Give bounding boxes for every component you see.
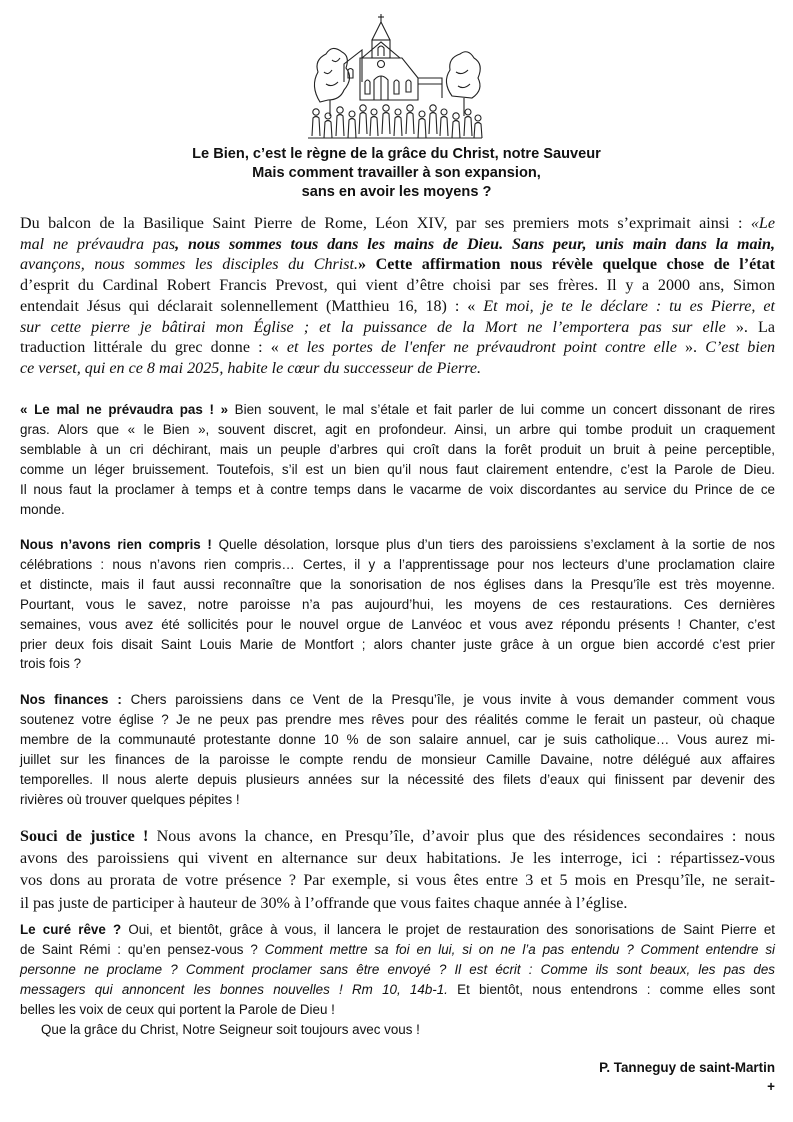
text-line — [20, 255, 775, 276]
quote-text: Et moi, je te le déclare : tu es Pierre, et — [483, 297, 775, 315]
text-line: trois fois ? — [20, 656, 82, 672]
text-run: ». La — [725, 318, 776, 336]
text-line: temporelles. Il nous alerte depuis plusieurs années sur la nécessité des filets d’eaux qui finissent par devenir des — [20, 771, 775, 787]
heading-line-2: Mais comment travailler à son expansion, — [252, 165, 541, 181]
text-line — [20, 980, 775, 1000]
text-run: Du balcon de la Basilique Saint Pierre de Rome, Léon XIV, par ses premiers mots s’exprimait ainsi : — [20, 215, 751, 232]
text-line — [20, 400, 775, 420]
text-run: traduction littérale du grec donne : « — [20, 339, 287, 357]
text-line: Il nous faut la proclamer à temps et à contre temps dans le vacarme de voix discordantes au service du Prince de ce — [20, 481, 775, 497]
church-illustration — [302, 12, 488, 142]
text-line — [20, 338, 775, 359]
text-line: comme un léger bruissement. Toutefois, s’il est un bien qu’il nous faut clairement entendre, c’est la Parole de Dieu. — [20, 461, 775, 477]
text-line: monde. — [20, 501, 65, 517]
text-line: avons des paroissiens qui vivent en alternance sur deux habitations. Je les interroge, ici : répartissez-vous — [20, 850, 775, 868]
text-run: Oui, et bientôt, grâce à vous, il lancera le projet de restauration des sonorisations de Saint Pierre et — [121, 922, 775, 937]
text-line: soutenez votre église ? Je ne peux pas prendre mes rêves pour des réalités comme le ferait un pasteur, où chaque — [20, 711, 775, 727]
text-line: Pourtant, vous le savez, notre paroisse n’a pas aujourd’hui, les moyens de ces restaurations. Ces dernières — [20, 596, 775, 612]
text-line: ce verset, qui en ce 8 mai 2025, habite le cœur du successeur de Pierre. — [20, 359, 482, 377]
text-line — [20, 235, 775, 256]
text-line: semaines, vous avez été sollicités pour le nouvel orgue de Lanvéoc et vous avez répondu présents ! Chanter, c’est — [20, 616, 775, 632]
text-run: Chers paroissiens dans ce Vent de la Presqu’île, je vous invite à vous demander comment vous — [121, 692, 775, 707]
text-line: semblable à un cri déchirant, mais un peuple d’arbres qui croît dans la forêt produit un bruit à peine perceptible, — [20, 441, 775, 457]
text-run: de Saint Rémi : qu’en pensez-vous ? — [20, 941, 265, 957]
text-run: ». — [676, 339, 706, 357]
text-line: juillet sur les finances de la paroisse le compte rendu de monsieur Camille Davaine, notre délégué aux affaires — [20, 751, 775, 767]
text-line: vos dons au prorata de votre présence ? Par exemple, si vous êtes entre 3 et 5 mois en Presqu’île, ne serait- — [20, 872, 775, 890]
paragraph-justice — [20, 826, 775, 915]
text-run: Quelle désolation, lorsque plus d’un tiers des paroissiens s’exclament à la sortie de nos — [211, 537, 775, 552]
text-line: il pas juste de participer à hauteur de 30% à l’offrande que vous faites chaque année à l’église. — [20, 894, 628, 912]
quote-text: mal ne prévaudra pas — [20, 235, 176, 253]
text-line — [20, 920, 775, 940]
quote-text: avançons, nous sommes les disciples du Christ. — [20, 256, 359, 274]
text-run: » Cette affirmation nous révèle quelque chose de l’état — [358, 256, 775, 274]
quote-text: Comment mettre sa foi en lui, si on ne l’a pas entendu ? Comment entendre si — [264, 941, 776, 957]
text-line: d’esprit du Cardinal Robert Francis Prevost, qui vient d’être choisi par ses frères. Il y a 2000 ans, Simon — [20, 277, 775, 295]
paragraph-balcony — [20, 214, 775, 380]
text-line — [20, 214, 775, 235]
quote-text: «Le — [750, 215, 775, 232]
text-line: belles les voix de ceux qui portent la Parole de Dieu ! — [20, 1001, 335, 1017]
text-line — [20, 318, 775, 339]
closing-blessing: Que la grâce du Christ, Notre Seigneur soit toujours avec vous ! — [41, 1021, 420, 1037]
text-line — [20, 535, 775, 555]
paragraph-rien-compris — [20, 535, 775, 674]
text-line: prier deux fois disait Saint Louis Marie de Montfort ; alors chanter juste grâce à un orgue bien accordé c’est prier — [20, 636, 775, 652]
text-run: Bien souvent, le mal s’étale et fait parler de lui comme un concert dissonant de rires — [228, 402, 775, 417]
text-run: entendait Jésus qui déclarait solennellement (Matthieu 16, 18) : « — [20, 297, 484, 315]
section-title: Nos finances : — [20, 692, 122, 707]
heading-line-1: Le Bien, c’est le règne de la grâce du Christ, notre Sauveur — [192, 146, 601, 162]
quote-text: messagers qui annoncent les bonnes nouvelles ! Rm 10, 14b-1. — [20, 981, 448, 997]
quote-text: C’est bien — [705, 339, 776, 357]
quote-text: , nous sommes tous dans les mains de Dieu. Sans peur, unis main dans la main, — [175, 235, 775, 253]
text-line: membre de la communauté protestante donne 10 % de son salaire annuel, car je suis catholique… Vous aurez mi- — [20, 731, 775, 747]
section-title: Souci de justice ! — [20, 828, 149, 845]
signature: P. Tanneguy de saint-Martin — [599, 1060, 775, 1075]
text-line — [20, 690, 775, 710]
text-run: Et bientôt, nous entendrons : comme elles sont — [447, 981, 775, 997]
text-line — [20, 940, 775, 960]
text-line: gras. Alors que « le Bien », souvent discret, agit en profondeur. Ainsi, un arbre qui tombe produit un craquement — [20, 421, 775, 437]
paragraph-cure-reve — [20, 920, 775, 1039]
text-line: personne ne proclame ? Comment proclamer sans être envoyé ? Il est écrit : Comme ils sont beaux, les pas des — [20, 961, 775, 977]
paragraph-le-mal — [20, 400, 775, 519]
quote-text: et les portes de l'enfer ne prévaudront point contre elle — [286, 339, 677, 357]
paragraph-finances — [20, 690, 775, 809]
article-heading — [0, 145, 793, 202]
section-title: Le curé rêve ? — [20, 922, 122, 937]
cross-mark: + — [767, 1079, 775, 1094]
text-line: rivières où trouver quelques pépites ! — [20, 791, 240, 807]
heading-line-3: sans en avoir les moyens ? — [301, 184, 492, 200]
text-line — [20, 826, 775, 848]
quote-text: sur cette pierre je bâtirai mon Église ; et la puissance de la Mort ne l’emportera pas sur elle — [20, 318, 726, 336]
section-title: Nous n’avons rien compris ! — [20, 537, 212, 552]
section-title: « Le mal ne prévaudra pas ! » — [20, 402, 229, 417]
text-line: et distincte, mais il faut aussi reconnaître que la sonorisation de nos églises dans la Presqu’île est très moyenne. — [20, 576, 775, 592]
text-run: Nous avons la chance, en Presqu’île, d’avoir plus que des résidences secondaires : nous — [148, 828, 775, 845]
text-line: célébrations : nous n’avons rien compris… Certes, il y a l’apprentissage pour nos lecteurs d’une proclamation claire — [20, 556, 775, 572]
text-line — [20, 297, 775, 318]
